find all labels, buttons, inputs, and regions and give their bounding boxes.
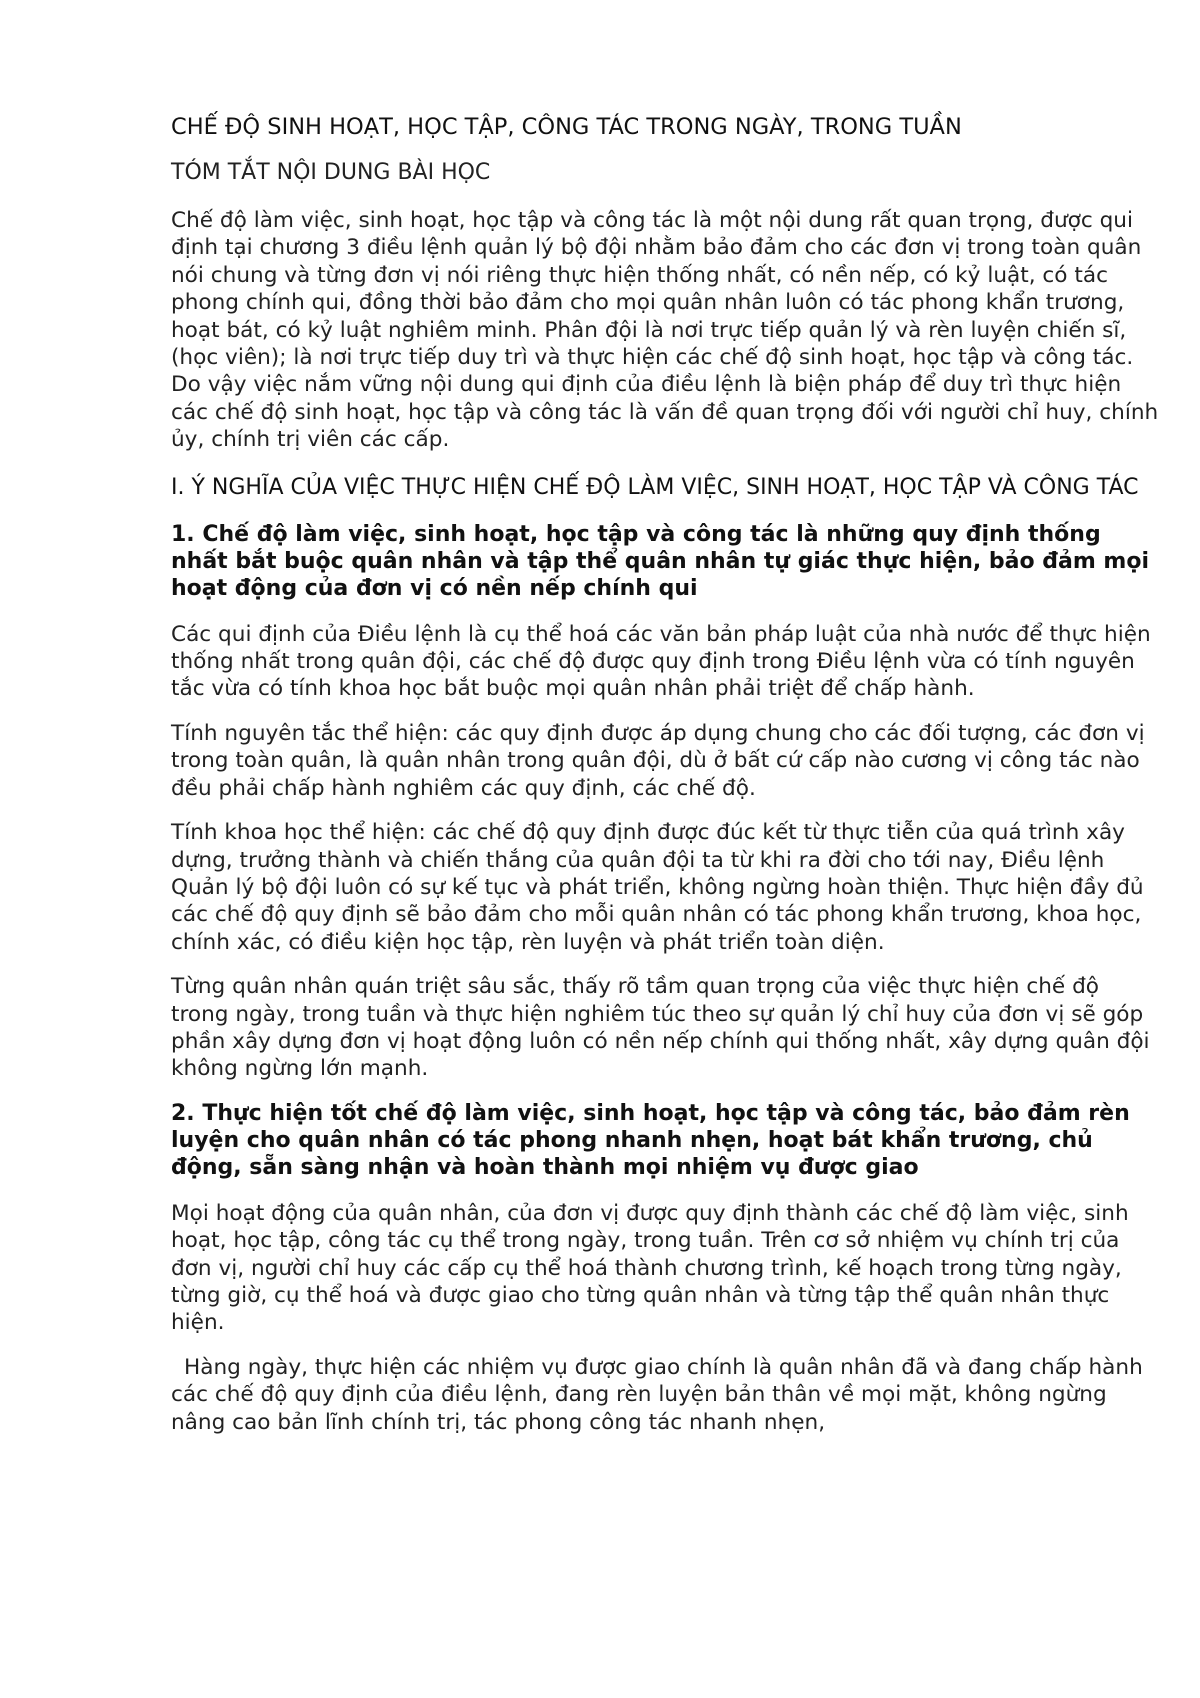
subsection-heading-1: 1. Chế độ làm việc, sinh hoạt, học tập và công tác là những quy định thống nhất bắt buộc quân nhân và tập thể quân nhân tự giác thực hiện, bảo đảm mọi hoạt động của đơn vị có nền nếp chính qui [171,521,1149,601]
document-title: CHẾ ĐỘ SINH HOẠT, HỌC TẬP, CÔNG TÁC TRONG NGÀY, TRONG TUẦN [171,114,962,140]
paragraph: Mọi hoạt động của quân nhân, của đơn vị được quy định thành các chế độ làm việc, sinh hoạt, học tập, công tác cụ thể trong ngày, trong tuần. Trên cơ sở nhiệm vụ chính trị của đơn vị, người chỉ huy các cấp cụ thể hoá thành chương trình, kế hoạch trong từng ngày, từng giờ, cụ thể hoá và được giao cho từng quân nhân và từng tập thể quân nhân thực hiện. [171,1200,1129,1336]
paragraph: Tính nguyên tắc thể hiện: các quy định được áp dụng chung cho các đối tượng, các đơn vị trong toàn quân, là quân nhân trong quân đội, dù ở bất cứ cấp nào cương vị công tác nào đều phải chấp hành nghiêm các quy định, các chế độ. [171,720,1145,801]
paragraph: Hàng ngày, thực hiện các nhiệm vụ được giao chính là quân nhân đã và đang chấp hành các chế độ quy định của điều lệnh, đang rèn luyện bản thân về mọi mặt, không ngừng nâng cao bản lĩnh chính trị, tác phong công tác nhanh nhẹn, [171,1354,1143,1435]
paragraph: Các qui định của Điều lệnh là cụ thể hoá các văn bản pháp luật của nhà nước để thực hiện thống nhất trong quân đội, các chế độ được quy định trong Điều lệnh vừa có tính nguyên tắc vừa có tính khoa học bắt buộc mọi quân nhân phải triệt để chấp hành. [171,621,1151,702]
intro-paragraph: Chế độ làm việc, sinh hoạt, học tập và công tác là một nội dung rất quan trọng, được qui định tại chương 3 điều lệnh quản lý bộ đội nhằm bảo đảm cho các đơn vị trong toàn quân nói chung và từng đơn vị nói riêng thực hiện thống nhất, có nền nếp, có kỷ luật, có tác phong chính qui, đồng thời bảo đảm cho mọi quân nhân luôn có tác phong khẩn trương, hoạt bát, có kỷ luật nghiêm minh. Phân đội là nơi trực tiếp quản lý và rèn luyện chiến sĩ, (học viên); là nơi trực tiếp duy trì và thực hiện các chế độ sinh hoạt, học tập và công tác. Do vậy việc nắm vững nội dung qui định của điều lệnh là biện pháp để duy trì thực hiện các chế độ sinh hoạt, học tập và công tác là vấn đề quan trọng đối với người chỉ huy, chính ủy, chính trị viên các cấp. [171,208,1159,453]
paragraph: Tính khoa học thể hiện: các chế độ quy định được đúc kết từ thực tiễn của quá trình xây dựng, trưởng thành và chiến thắng của quân đội ta từ khi ra đời cho tới nay, Điều lệnh Quản lý bộ đội luôn có sự kế tục và phát triển, không ngừng hoàn thiện. Thực hiện đầy đủ các chế độ quy định sẽ bảo đảm cho mỗi quân nhân có tác phong khẩn trương, khoa học, chính xác, có điều kiện học tập, rèn luyện và phát triển toàn diện. [171,820,1144,955]
document-subtitle: TÓM TẮT NỘI DUNG BÀI HỌC [171,160,491,185]
document-body [171,112,1161,1453]
subsection-heading-2: 2. Thực hiện tốt chế độ làm việc, sinh hoạt, học tập và công tác, bảo đảm rèn luyện cho quân nhân có tác phong nhanh nhẹn, hoạt bát khẩn trương, chủ động, sẵn sàng nhận và hoàn thành mọi nhiệm vụ được giao [171,1100,1130,1180]
section-heading-1: I. Ý NGHĨA CỦA VIỆC THỰC HIỆN CHẾ ĐỘ LÀM VIỆC, SINH HOẠT, HỌC TẬP VÀ CÔNG TÁC [171,474,1139,500]
paragraph: Từng quân nhân quán triệt sâu sắc, thấy rõ tầm quan trọng của việc thực hiện chế độ trong ngày, trong tuần và thực hiện nghiêm túc theo sự quản lý chỉ huy của đơn vị sẽ góp phần xây dựng đơn vị hoạt động luôn có nền nếp chính qui thống nhất, xây dựng quân đội không ngừng lớn mạnh. [171,974,1150,1082]
